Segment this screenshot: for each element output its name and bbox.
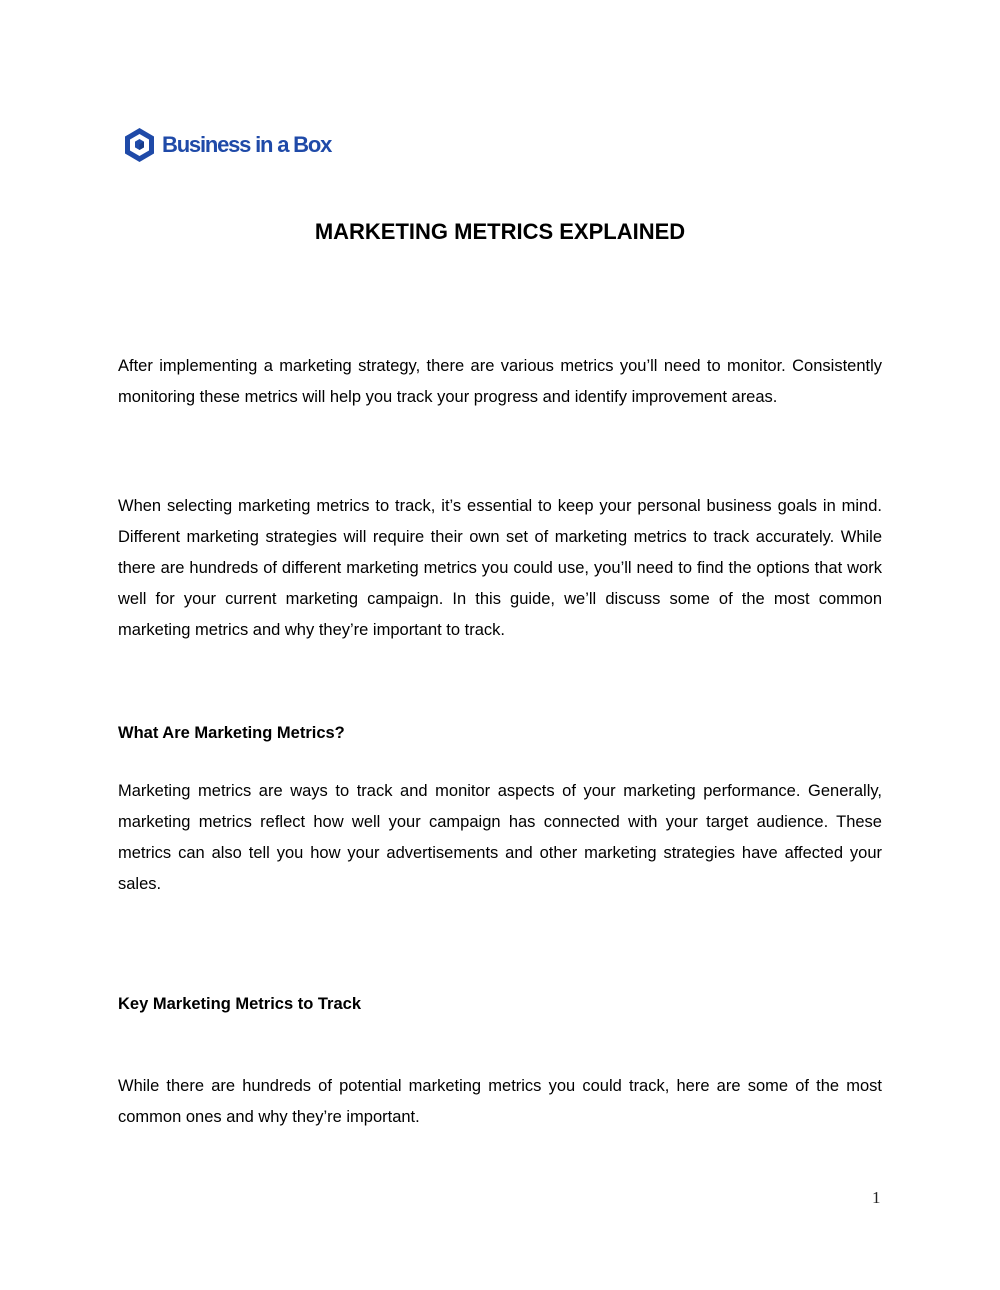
logo-text: Business in a Box [162,132,332,157]
section-heading-key-metrics: Key Marketing Metrics to Track [118,995,362,1013]
page-number: 1 [872,1188,881,1207]
section-body-key-metrics: While there are hundreds of potential marketing metrics you could track, here are some of the most common ones and why they’re important. [118,1077,882,1126]
section-heading-what-are-metrics: What Are Marketing Metrics? [118,724,345,742]
section-body-what-are-metrics: Marketing metrics are ways to track and monitor aspects of your marketing performance. Generally, marketing metrics reflect how well your campaign has connected with your target audience. These metrics can also tell you how your advertisements and other marketing strategies have affected your sales. [118,782,882,893]
hexagon-cube-icon [123,127,156,163]
intro-paragraph-2: When selecting marketing metrics to track, it’s essential to keep your personal business goals in mind. Different marketing strategies will require their own set of marketing metrics to track accurately. While there are hundreds of different marketing metrics you could use, you’ll need to find the options that work well for your current marketing campaign. In this guide, we’ll discuss some of the most common marketing metrics and why they’re important to track. [118,497,882,639]
business-in-a-box-logo [123,127,331,163]
intro-paragraph-1: After implementing a marketing strategy, there are various metrics you’ll need to monitor. Consistently monitoring these metrics will help you track your progress and identify improvement areas. [118,357,882,406]
document-title: MARKETING METRICS EXPLAINED [314,219,686,244]
